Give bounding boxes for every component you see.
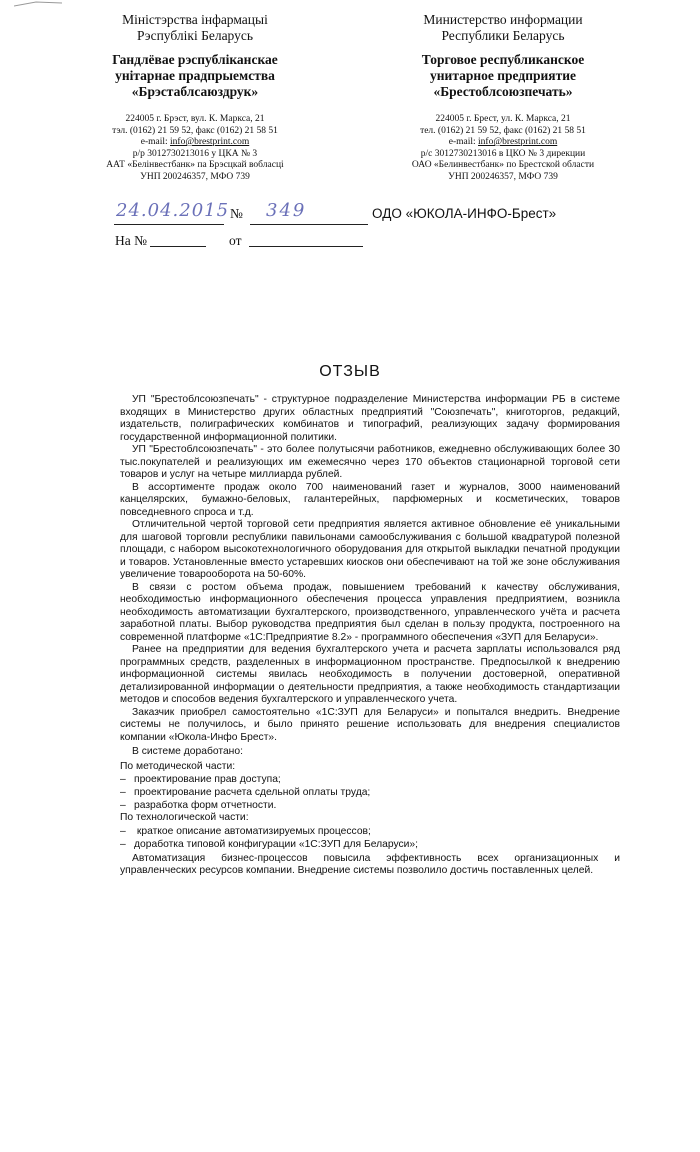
body-paragraph: Отличительной чертой торговой сети предприятия является активное обновление её уникальными для шаговой торговли республики павильонами самообслуживания с большой квадратурой полезной площади, с набором высокотехнологичного оборудования для открытой выкладки печатной продукции и товаров. Установленные вместо устаревших киосков они обеспечивают на той же зоне обслуживания увеличение товарооборота на 50-60%.: [120, 519, 620, 580]
refinements-intro: В системе доработано:: [132, 746, 243, 757]
address-ru: 224005 г. Брест, ул. К. Маркса, 21: [435, 114, 571, 124]
body-paragraph: Заказчик приобрел самостоятельно «1С:ЗУП для Беларуси» и попытался внедрить. Внедрение системы не получилось, и было принято решение использовать для внедрения специалистов компании «Юкола-Инфо Брест».: [120, 706, 620, 743]
body-paragraph: В ассортименте продаж около 700 наименований газет и журналов, 3000 наименований канцелярских, бумажно-беловых, галантерейных, парфюмерных и косметических, товаров повседневного спроса и т.д.: [120, 481, 620, 518]
conclusion-paragraph: Автоматизация бизнес-процессов повысила эффективность всех организационных и управленческих ресурсов компании. Внедрение системы позволило достичь поставленных целей.: [120, 852, 620, 876]
reply-to-label: На №: [115, 233, 147, 248]
list-item: – проектирование прав доступа;: [120, 773, 620, 786]
handwritten-number: 349: [266, 200, 307, 221]
company-name-by: Гандлёвае рэспубліканскае унітарнае прадпрыемства «Брэстаблсаюздрук»: [112, 52, 278, 99]
scan-edge-mark: [14, 0, 62, 8]
number-sign: №: [230, 206, 243, 221]
body-paragraph: УП "Брестоблсоюзпечать" - это более полутысячи работников, ежедневно обслуживающих более 30 тыс.покупателей и реализующих им ежемесячно через 170 объектов стационарной торговой сети товаров и услуг на четыре миллиарда рублей.: [120, 444, 620, 480]
handwritten-date: 24.04.2015: [116, 200, 230, 221]
list-item: – проектирование расчета сдельной оплаты труда;: [120, 786, 620, 799]
account-by: р/р 3012730213016 у ЦКА № 3: [132, 148, 258, 159]
company-details-ru: [358, 114, 648, 183]
letterhead-belarusian: [50, 12, 340, 183]
list-item: – разработка форм отчетности.: [120, 799, 620, 812]
body-paragraph: В связи с ростом объема продаж, повышением требований к качеству обслуживания, необходимостью информационного обеспечения процесса управления предприятием, возникла необходимость автоматизации бухгалтерского, производственного, управленческого учёта и расчета заработной платы. Выбор руководства предприятия был сделан в пользу продукта, построенного на современной платформе «1С:Предприятие 8.2» - программного обеспечения «ЗУП для Беларуси».: [120, 581, 620, 643]
unp-by: УНП 200246357, МФО 739: [140, 171, 250, 182]
address-by: 224005 г. Брэст, вул. К. Маркса, 21: [125, 114, 265, 124]
account-ru: р/с 3012730213016 в ЦКО № 3 дирекции: [420, 148, 586, 159]
phone-by: тэл. (0162) 21 59 52, факс (0162) 21 58 51: [112, 125, 278, 136]
ministry-name-ru: Министерство информации Республики Беларусь: [423, 12, 583, 43]
list-item: – доработка типовой конфигурации «1С:ЗУП для Беларуси»;: [120, 838, 620, 851]
bank-by: ААТ «Белінвестбанк» па Брэсцкай вобласці: [106, 160, 284, 170]
list-item: – краткое описание автоматизируемых процессов;: [120, 825, 620, 838]
email-by: e-mail: info@brestprint.com: [140, 137, 250, 147]
reply-from-label: от: [229, 233, 242, 248]
reply-from-date-line: [249, 232, 363, 247]
document-body: [120, 394, 620, 878]
email-link-by[interactable]: info@brestprint.com: [170, 137, 250, 147]
technological-label: По технологической части:: [120, 812, 249, 823]
ministry-name-by: Міністэрства інфармацыі Рэспублікі Беларусь: [122, 12, 268, 43]
reply-to-number-line: [150, 232, 206, 247]
bank-ru: ОАО «Белинвестбанк» по Брестской области: [411, 160, 595, 170]
outgoing-date-field: [114, 200, 230, 225]
email-link-ru[interactable]: info@brestprint.com: [478, 137, 558, 147]
company-details-by: [50, 114, 340, 183]
company-name-ru: Торговое республиканское унитарное предприятие «Брестоблсоюзпечать»: [421, 52, 585, 99]
phone-ru: тел. (0162) 21 59 52, факс (0162) 21 58 51: [420, 125, 586, 136]
outgoing-number-field: [250, 202, 368, 225]
methodical-label: По методической части:: [120, 760, 236, 772]
technological-list: [120, 825, 620, 851]
email-ru: e-mail: info@brestprint.com: [448, 137, 558, 147]
methodical-list: [120, 773, 620, 812]
unp-ru: УНП 200246357, МФО 739: [448, 171, 558, 182]
letterhead-russian: [358, 12, 648, 183]
body-paragraph: УП "Брестоблсоюзпечать" - структурное подразделение Министерства информации РБ в системе входящих в Министерство других областных предприятий "Союзпечать", книготоргов, редакций, издательств, полиграфических комбинатов и типографий, реализующих задачу формирования государственной информационной политики.: [120, 394, 620, 443]
document-title: ОТЗЫВ: [319, 363, 381, 380]
body-paragraph: Ранее на предприятии для ведения бухгалтерского учета и расчета зарплаты использовался ряд программных средств, разделенных в информационном пространстве. Предпосылкой к внедрению информационной системы явилась необходимость в получении достоверной, оперативной детализированной информации о деятельности предприятия, а также необходимость стандартизации методов и способов ведения бухгалтерского и управленческого учета.: [120, 644, 620, 705]
addressee: ОДО «ЮКОЛА-ИНФО-Брест»: [372, 206, 557, 221]
